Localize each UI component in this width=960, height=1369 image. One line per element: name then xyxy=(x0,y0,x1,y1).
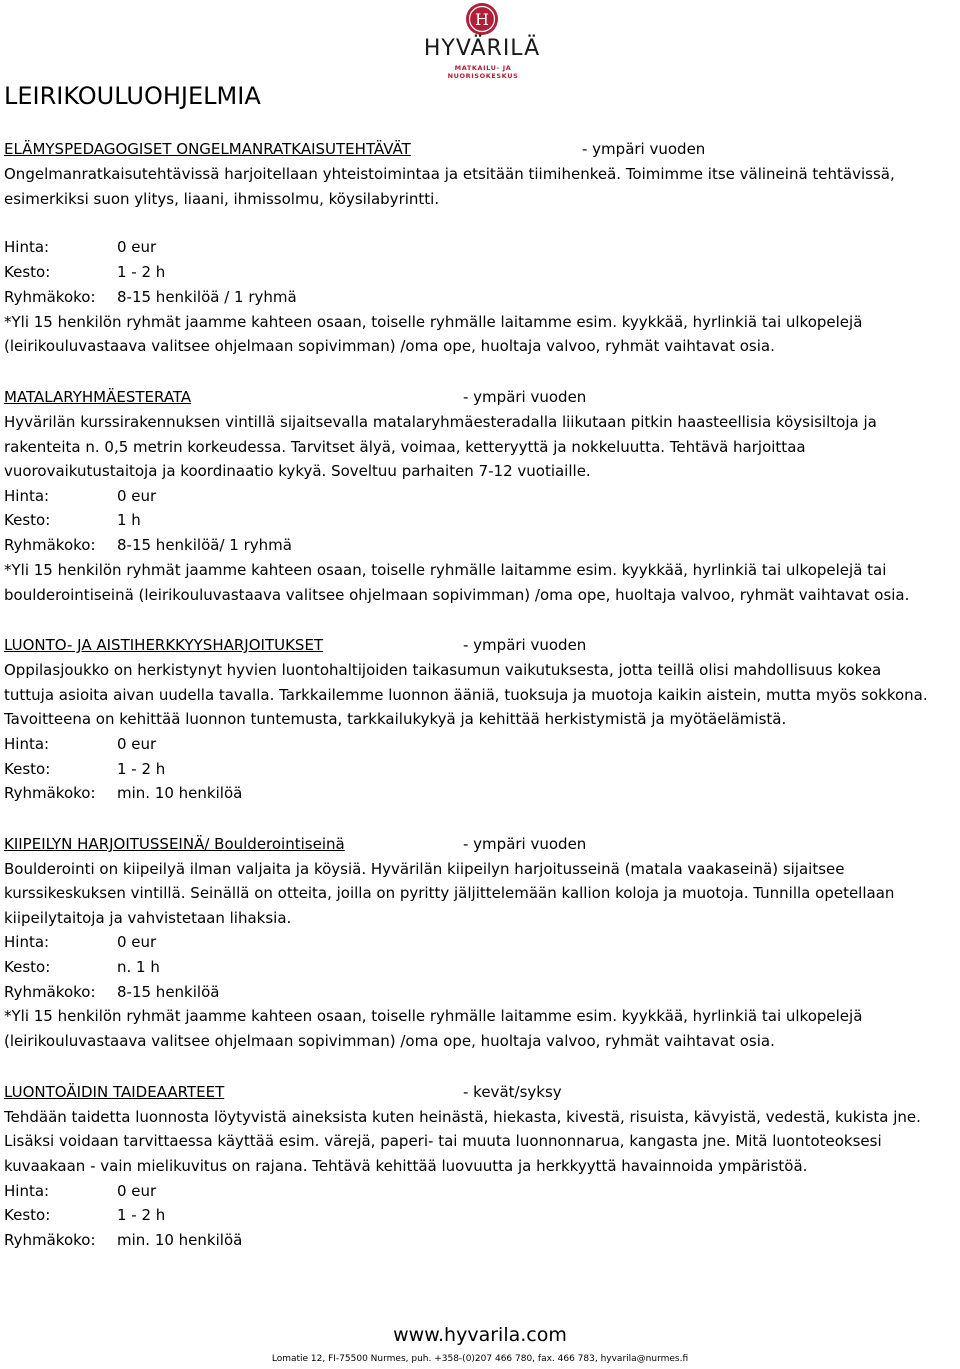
group-size-value: 8-15 henkilöä xyxy=(117,983,220,1001)
duration-label: Kesto: xyxy=(4,760,51,778)
note-line: *Yli 15 henkilön ryhmät jaamme kahteen osaan, toiselle ryhmälle laitamme esim. kyykkää, hyrlinkiä tai ulkopelejä xyxy=(4,1007,863,1025)
price-value: 0 eur xyxy=(117,933,157,951)
logo-tagline: MATKAILU- JA NUORISOKESKUS xyxy=(447,64,519,80)
price-label: Hinta: xyxy=(4,487,50,505)
price-value: 0 eur xyxy=(117,735,157,753)
note-line: *Yli 15 henkilön ryhmät jaamme kahteen osaan, toiselle ryhmälle laitamme esim. kyykkää, hyrlinkiä tai ulkopelejä tai xyxy=(4,561,887,579)
section-title: MATALARYHMÄESTERATA xyxy=(4,388,192,406)
group-size-value: 8-15 henkilöä/ 1 ryhmä xyxy=(117,536,292,554)
description-line: kurssikeskuksen vintillä. Seinällä on otteita, joilla on pyritty jäljittelemään kallion koloja ja muotoja. Tunnilla opetellaan xyxy=(4,884,895,902)
duration-label: Kesto: xyxy=(4,263,51,281)
hyvarila-logo xyxy=(416,2,548,80)
duration-value: n. 1 h xyxy=(117,958,160,976)
description-line: kiipeilytaitoja ja vahvistetaan lihaksia. xyxy=(4,909,292,927)
section-season: - ympäri vuoden xyxy=(463,388,587,406)
price-label: Hinta: xyxy=(4,735,50,753)
group-size-label: Ryhmäkoko: xyxy=(4,288,96,306)
note-line: (leirikouluvastaava valitsee ohjelmaan sopivimman) /oma ope, huoltaja valvoo, ryhmät vaihtavat osia. xyxy=(4,1032,775,1050)
duration-label: Kesto: xyxy=(4,1206,51,1224)
section-season: - ympäri vuoden xyxy=(463,636,587,654)
section-title: LUONTO- JA AISTIHERKKYYSHARJOITUKSET xyxy=(4,636,324,654)
description-line: kuvaakaan - vain mielikuvitus on rajana. Tehtävä kehittää luovuutta ja herkkyyttä havainnoida ympäristöä. xyxy=(4,1157,808,1175)
duration-value: 1 - 2 h xyxy=(117,263,166,281)
description-line: Boulderointi on kiipeilyä ilman valjaita ja köysiä. Hyvärilän kiipeilyn harjoitusseinä (matala vaakaseinä) sijaitsee xyxy=(4,860,845,878)
description-line: Lisäksi voidaan tarvittaessa käyttää esim. värejä, paperi- tai muuta luonnonnarua, kangasta jne. Mitä luontoteoksesi xyxy=(4,1132,882,1150)
duration-value: 1 - 2 h xyxy=(117,1206,166,1224)
section-title: ELÄMYSPEDAGOGISET ONGELMANRATKAISUTEHTÄVÄT xyxy=(4,140,411,158)
description-line: vuorovaikutustaitoja ja koordinaatio kykyä. Soveltuu parhaiten 7-12 vuotiaille. xyxy=(4,462,591,480)
section-title: LUONTOÄIDIN TAIDEAARTEET xyxy=(4,1083,225,1101)
note-line: (leirikouluvastaava valitsee ohjelmaan sopivimman) /oma ope, huoltaja valvoo, ryhmät vaihtavat osia. xyxy=(4,337,775,355)
description-line: Hyvärilän kurssirakennuksen vintillä sijaitsevalla matalaryhmäesteradalla liikutaan pitkin haasteellisia köysisiltoja ja xyxy=(4,413,877,431)
duration-value: 1 h xyxy=(117,511,141,529)
emblem-letter: H xyxy=(475,10,489,29)
description-line: Tehdään taidetta luonnosta löytyvistä aineksista kuten heinästä, hiekasta, kivestä, risuista, kävyistä, vedestä, kukista jne. xyxy=(4,1108,921,1126)
duration-label: Kesto: xyxy=(4,511,51,529)
group-size-value: min. 10 henkilöä xyxy=(117,784,243,802)
description-line: Tavoitteena on kehittää luonnon tuntemusta, tarkkailukykyä ja kehittää herkistymistä ja myötäelämistä. xyxy=(4,710,787,728)
price-value: 0 eur xyxy=(117,238,157,256)
note-line: *Yli 15 henkilön ryhmät jaamme kahteen osaan, toiselle ryhmälle laitamme esim. kyykkää, hyrlinkiä tai ulkopelejä xyxy=(4,313,863,331)
price-value: 0 eur xyxy=(117,487,157,505)
duration-value: 1 - 2 h xyxy=(117,760,166,778)
footer-website[interactable]: www.hyvarila.com xyxy=(393,1324,567,1346)
group-size-label: Ryhmäkoko: xyxy=(4,983,96,1001)
group-size-value: min. 10 henkilöä xyxy=(117,1231,243,1249)
group-size-value: 8-15 henkilöä / 1 ryhmä xyxy=(117,288,297,306)
price-label: Hinta: xyxy=(4,933,50,951)
note-line: boulderointiseinä (leirikouluvastaava valitsee ohjelmaan sopivimman) /oma ope, huoltaja valvoo, ryhmät vaihtavat osia. xyxy=(4,586,910,604)
page-title: LEIRIKOULUOHJELMIA xyxy=(4,82,261,110)
logo-name: HYVÄRILÄ xyxy=(423,36,541,61)
section-season: - ympäri vuoden xyxy=(463,835,587,853)
description-line: tuttuja asioita aivan uudella tavalla. Tarkkailemme luonnon ääniä, tuoksuja ja muotoja kaikin aistein, mutta myös sokkona. xyxy=(4,686,928,704)
hyvarila-emblem-icon xyxy=(465,2,499,36)
description-line: Ongelmanratkaisutehtävissä harjoitellaan yhteistoimintaa ja etsitään tiimihenkeä. Toimimme itse välineinä tehtävissä, xyxy=(4,165,895,183)
group-size-label: Ryhmäkoko: xyxy=(4,784,96,802)
group-size-label: Ryhmäkoko: xyxy=(4,1231,96,1249)
section-title: KIIPEILYN HARJOITUSSEINÄ/ Boulderointiseinä xyxy=(4,835,345,853)
section-season: - kevät/syksy xyxy=(463,1083,562,1101)
price-label: Hinta: xyxy=(4,1182,50,1200)
group-size-label: Ryhmäkoko: xyxy=(4,536,96,554)
footer-address: Lomatie 12, FI-75500 Nurmes, puh. +358-(0)207 466 780, fax. 466 783, hyvarila@nurmes.fi xyxy=(271,1354,689,1364)
price-label: Hinta: xyxy=(4,238,50,256)
description-line: esimerkiksi suon ylitys, liaani, ihmissolmu, köysilabyrintti. xyxy=(4,190,440,208)
description-line: Oppilasjoukko on herkistynyt hyvien luontohaltijoiden taikasumun vaikutuksesta, jotta teillä olisi mahdollisuus kokea xyxy=(4,661,882,679)
price-value: 0 eur xyxy=(117,1182,157,1200)
description-line: rakenteita n. 0,5 metrin korkeudessa. Tarvitset älyä, voimaa, ketteryyttä ja nokkeluutta. Tehtävä harjoittaa xyxy=(4,438,806,456)
duration-label: Kesto: xyxy=(4,958,51,976)
section-season: - ympäri vuoden xyxy=(582,140,706,158)
